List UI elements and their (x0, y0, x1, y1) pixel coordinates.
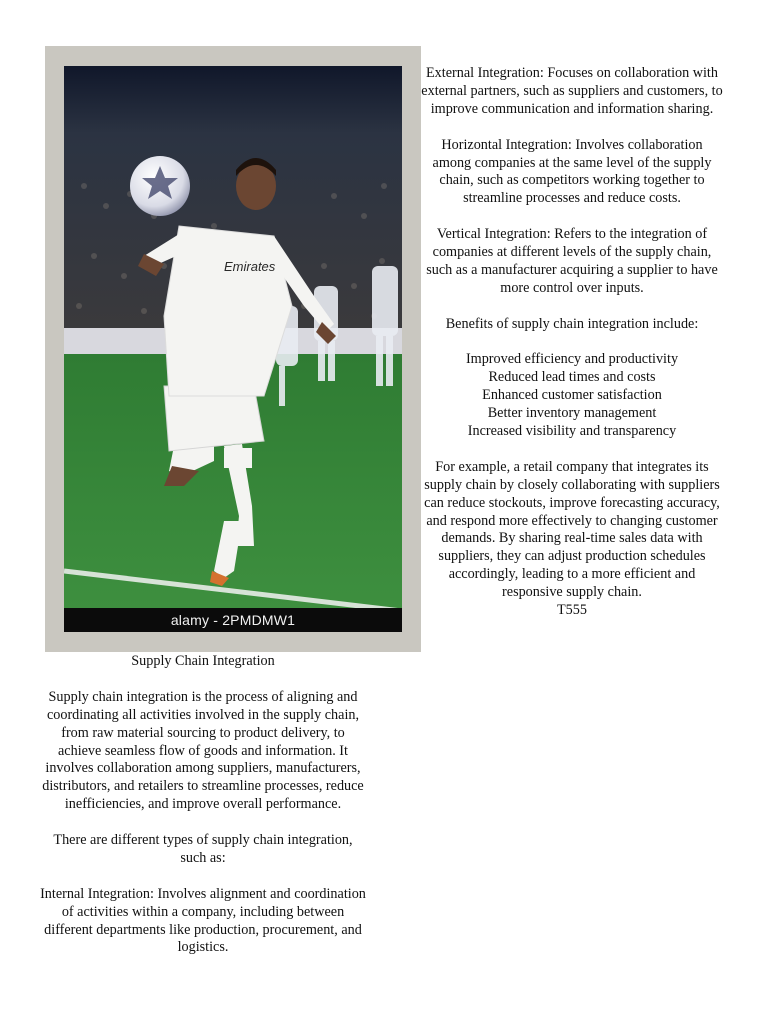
stock-photo-caption: alamy - 2PMDMW1 (64, 608, 402, 632)
example-paragraph: For example, a retail company that integrates its supply chain by closely collaborating with suppliers can reduce stockouts, improve forecasting accuracy, and respond more effectively to changing customer demands. By sharing real-time sales data with suppliers, they can adjust production schedules accordingly, leading to a more efficient and responsive supply chain. (424, 458, 720, 601)
benefit-item: Enhanced customer satisfaction (482, 387, 662, 404)
benefits-intro-paragraph: Benefits of supply chain integration include: (445, 315, 699, 332)
left-text-column (40, 653, 366, 957)
types-intro-paragraph: There are different types of supply chain integration, such as: (53, 832, 353, 866)
benefits-list (421, 351, 723, 441)
document-code: T555 (557, 602, 587, 619)
benefit-item: Better inventory management (487, 405, 657, 422)
benefit-item: Reduced lead times and costs (488, 369, 656, 386)
external-integration-paragraph: External Integration: Focuses on collaboration with external partners, such as suppliers and customers, to improve communication and information sharing. (421, 65, 723, 117)
internal-integration-paragraph: Internal Integration: Involves alignment and coordination of activities within a company, including between different departments like production, procurement, and logistics. (40, 885, 366, 956)
benefit-item: Increased visibility and transparency (467, 423, 677, 440)
vertical-integration-paragraph: Vertical Integration: Refers to the integration of companies at different levels of the supply chain, such as a manufacturer acquiring a supplier to have more control over inputs. (426, 226, 718, 296)
horizontal-integration-paragraph: Horizontal Integration: Involves collaboration among companies at the same level of the supply chain, such as competitors working together to streamline processes and reduce costs. (432, 136, 712, 207)
right-text-column (421, 65, 723, 620)
document-title: Supply Chain Integration (131, 653, 275, 669)
photo-illustration (64, 66, 402, 632)
football-photo (64, 66, 402, 632)
photo-frame (45, 46, 421, 652)
benefit-item: Improved efficiency and productivity (465, 351, 679, 368)
intro-paragraph: Supply chain integration is the process of aligning and coordinating all activities involved in the supply chain, from raw material sourcing to product delivery, to achieve seamless flow of goods and information. It involves collaboration among suppliers, manufacturers, distributors, and retailers to streamline processes, reduce inefficiencies, and improve overall performance. (42, 688, 364, 813)
shirt-sponsor: Emirates (224, 259, 276, 274)
